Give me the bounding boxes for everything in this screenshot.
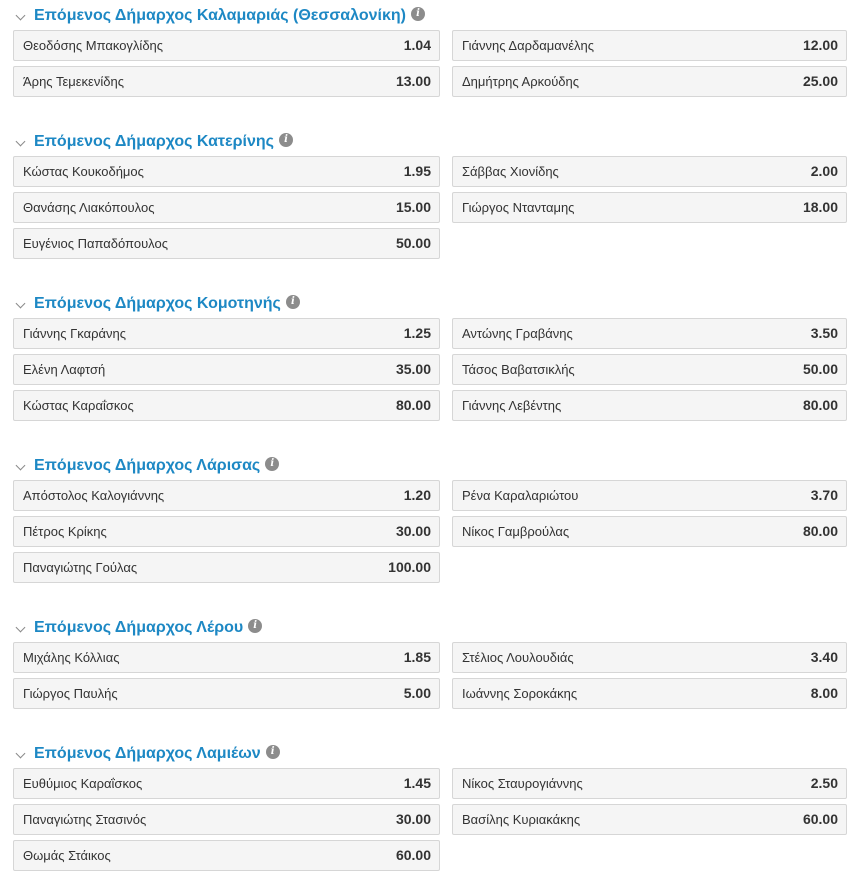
outcome-name: Τάσος Βαβατσικλής xyxy=(462,362,575,377)
outcome-button[interactable] xyxy=(13,156,440,187)
outcome-name: Ιωάννης Σοροκάκης xyxy=(462,686,578,701)
outcome-button[interactable] xyxy=(13,192,440,223)
outcome-odds: 3.40 xyxy=(810,649,838,665)
outcome-odds: 30.00 xyxy=(395,523,431,539)
outcome-name: Γιώργος Ντανταμης xyxy=(462,200,575,215)
outcome-name: Βασίλης Κυριακάκης xyxy=(462,812,581,827)
outcome-button[interactable] xyxy=(452,30,847,61)
outcome-name: Γιάννης Δαρδαμανέλης xyxy=(462,38,595,53)
outcome-name: Θεοδόσης Μπακογλίδης xyxy=(23,38,164,53)
outcome-button[interactable] xyxy=(452,192,847,223)
outcome-button[interactable] xyxy=(452,354,847,385)
outcome-odds: 1.25 xyxy=(403,325,431,341)
chevron-down-icon[interactable] xyxy=(16,137,26,147)
outcome-odds: 1.85 xyxy=(403,649,431,665)
outcome-button[interactable] xyxy=(13,804,440,835)
info-icon[interactable]: i xyxy=(248,619,262,633)
market-title: Επόμενος Δήμαρχος Λέρου i xyxy=(34,618,262,638)
outcome-name: Δημήτρης Αρκούδης xyxy=(462,74,580,89)
chevron-down-icon[interactable] xyxy=(16,749,26,759)
outcome-button[interactable] xyxy=(13,228,440,259)
chevron-down-icon[interactable] xyxy=(16,623,26,633)
outcome-name: Ευγένιος Παπαδόπουλος xyxy=(23,236,168,251)
outcome-odds: 30.00 xyxy=(395,811,431,827)
outcome-button[interactable] xyxy=(13,642,440,673)
market-header[interactable] xyxy=(0,618,860,640)
outcome-button[interactable] xyxy=(452,642,847,673)
outcome-button[interactable] xyxy=(452,678,847,709)
outcome-button[interactable] xyxy=(452,66,847,97)
market-title: Επόμενος Δήμαρχος Λάρισας i xyxy=(34,456,279,476)
outcome-odds: 50.00 xyxy=(395,235,431,251)
outcome-odds: 80.00 xyxy=(395,397,431,413)
outcome-button[interactable] xyxy=(452,318,847,349)
info-icon[interactable]: i xyxy=(266,745,280,759)
outcome-name: Νίκος Σταυρογιάννης xyxy=(462,776,583,791)
market-title: Επόμενος Δήμαρχος Λαμιέων i xyxy=(34,744,280,764)
outcome-odds: 100.00 xyxy=(388,559,431,575)
outcome-button[interactable] xyxy=(13,768,440,799)
outcome-name: Ελένη Λαφτσή xyxy=(23,362,106,377)
outcome-name: Στέλιος Λουλουδιάς xyxy=(462,650,574,665)
chevron-down-icon[interactable] xyxy=(16,461,26,471)
market-title: Επόμενος Δήμαρχος Κατερίνης i xyxy=(34,132,293,152)
market-header[interactable] xyxy=(0,744,860,766)
outcome-button[interactable] xyxy=(452,480,847,511)
outcome-odds: 3.70 xyxy=(810,487,838,503)
outcome-name: Αντώνης Γραβάνης xyxy=(462,326,573,341)
outcome-button[interactable] xyxy=(452,390,847,421)
info-icon[interactable]: i xyxy=(265,457,279,471)
market-header[interactable] xyxy=(0,456,860,478)
outcome-button[interactable] xyxy=(13,390,440,421)
outcome-button[interactable] xyxy=(13,66,440,97)
outcome-odds: 1.04 xyxy=(403,37,431,53)
outcome-odds: 80.00 xyxy=(802,523,838,539)
outcome-odds: 60.00 xyxy=(802,811,838,827)
outcome-name: Γιάννης Γκαράνης xyxy=(23,326,127,341)
outcome-name: Κώστας Καραΐσκος xyxy=(23,398,134,413)
outcome-name: Ευθύμιος Καραΐσκος xyxy=(23,776,143,791)
outcome-odds: 1.45 xyxy=(403,775,431,791)
outcome-odds: 15.00 xyxy=(395,199,431,215)
outcome-odds: 3.50 xyxy=(810,325,838,341)
outcome-odds: 80.00 xyxy=(802,397,838,413)
market-title: Επόμενος Δήμαρχος Κομοτηνής i xyxy=(34,294,300,314)
market-header[interactable] xyxy=(0,294,860,316)
outcome-name: Θωμάς Στάικος xyxy=(23,848,111,863)
outcome-button[interactable] xyxy=(452,156,847,187)
outcome-name: Σάββας Χιονίδης xyxy=(462,164,559,179)
outcome-button[interactable] xyxy=(13,318,440,349)
outcome-odds: 1.95 xyxy=(403,163,431,179)
outcome-odds: 5.00 xyxy=(403,685,431,701)
outcome-button[interactable] xyxy=(452,516,847,547)
outcome-button[interactable] xyxy=(13,354,440,385)
outcome-button[interactable] xyxy=(13,480,440,511)
outcome-name: Απόστολος Καλογιάννης xyxy=(23,488,165,503)
outcome-name: Γιώργος Παυλής xyxy=(23,686,118,701)
info-icon[interactable]: i xyxy=(286,295,300,309)
info-icon[interactable]: i xyxy=(279,133,293,147)
outcome-odds: 12.00 xyxy=(802,37,838,53)
outcome-odds: 2.50 xyxy=(810,775,838,791)
outcome-name: Κώστας Κουκοδήμος xyxy=(23,164,144,179)
outcome-name: Άρης Τεμεκενίδης xyxy=(23,74,124,89)
outcome-odds: 1.20 xyxy=(403,487,431,503)
outcome-button[interactable] xyxy=(13,516,440,547)
market-header[interactable] xyxy=(0,132,860,154)
outcome-button[interactable] xyxy=(13,30,440,61)
outcome-name: Μιχάλης Κόλλιας xyxy=(23,650,120,665)
outcome-name: Νίκος Γαμβρούλας xyxy=(462,524,570,539)
outcome-odds: 35.00 xyxy=(395,361,431,377)
outcome-name: Πέτρος Κρίκης xyxy=(23,524,107,539)
outcome-odds: 60.00 xyxy=(395,847,431,863)
outcome-name: Παναγιώτης Στασινός xyxy=(23,812,147,827)
outcome-odds: 13.00 xyxy=(395,73,431,89)
outcome-odds: 18.00 xyxy=(802,199,838,215)
outcome-button[interactable] xyxy=(13,552,440,583)
outcome-odds: 8.00 xyxy=(810,685,838,701)
chevron-down-icon[interactable] xyxy=(16,11,26,21)
market-header[interactable] xyxy=(0,6,860,28)
outcome-odds: 25.00 xyxy=(802,73,838,89)
outcome-button[interactable] xyxy=(13,678,440,709)
market-title: Επόμενος Δήμαρχος Καλαμαριάς (Θεσσαλονίκη) i xyxy=(34,6,425,26)
outcome-name: Παναγιώτης Γούλας xyxy=(23,560,138,575)
outcome-odds: 2.00 xyxy=(810,163,838,179)
info-icon[interactable]: i xyxy=(411,7,425,21)
outcome-name: Ρένα Καραλαριώτου xyxy=(462,488,579,503)
outcome-name: Γιάννης Λεβέντης xyxy=(462,398,562,413)
chevron-down-icon[interactable] xyxy=(16,299,26,309)
outcome-button[interactable] xyxy=(452,768,847,799)
outcome-odds: 50.00 xyxy=(802,361,838,377)
outcome-button[interactable] xyxy=(452,804,847,835)
outcome-button[interactable] xyxy=(13,840,440,871)
outcome-name: Θανάσης Λιακόπουλος xyxy=(23,200,155,215)
